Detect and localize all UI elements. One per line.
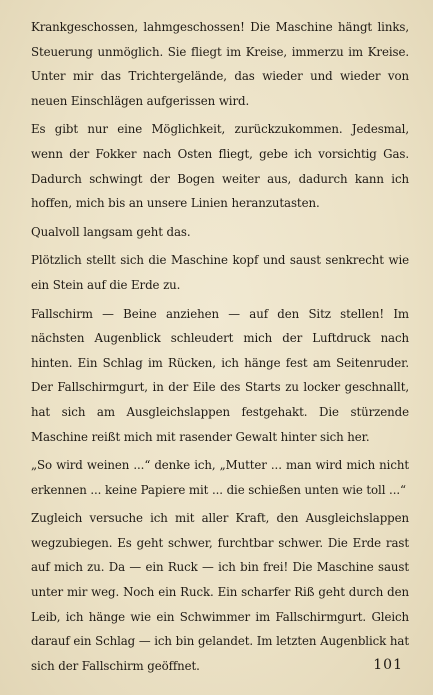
paragraph-5: Fallschirm — Beine anziehen — auf den Sitz stellen! Im nächsten Augenblick schleudert mich der Luftdruck nach hinten. Ein Schlag im Rücken, ich hänge fest am Seitenruder. Der Fallschirmgurt, in der Eile des Starts zu locker geschnallt, hat sich am Ausgleichslappen festgehakt. Die stürzende Maschine reißt mich mit rasender Gewalt hinter sich her. bbox=[31, 306, 409, 444]
paragraph-1: Krankgeschossen, lahmgeschossen! Die Maschine hängt links, Steuerung unmöglich. Sie fliegt im Kreise, immerzu im Kreise. Unter mir das Trichtergelände, das wieder und wieder von neuen Einschlägen aufgerissen wird. bbox=[31, 20, 409, 108]
paragraph-4: Plötzlich stellt sich die Maschine kopf und saust senkrecht wie ein Stein auf die Erde zu. bbox=[31, 253, 409, 292]
paragraph-6: „So wird weinen ...“ denke ich, „Mutter ... man wird mich nicht erkennen ... keine Papiere mit ... die schießen unten wie toll ...“ bbox=[31, 458, 409, 497]
body-text bbox=[31, 15, 409, 678]
paragraph-7: Zugleich versuche ich mit aller Kraft, den Ausgleichslappen wegzubiegen. Es geht schwer, furchtbar schwer. Die Erde rast auf mich zu. Da — ein Ruck — ich bin frei! Die Maschine saust unter mir weg. Noch ein Ruck. Ein scharfer Riß geht durch den Leib, ich hänge wie ein Schwimmer im Fallschirmgurt. Gleich darauf ein Schlag — ich bin gelandet. Im letzten Augenblick hat sich der Fallschirm geöffnet. bbox=[31, 511, 409, 673]
page-number: 101 bbox=[373, 657, 403, 673]
paragraph-3: Qualvoll langsam geht das. bbox=[31, 224, 191, 239]
paragraph-2: Es gibt nur eine Möglichkeit, zurückzukommen. Jedesmal, wenn der Fokker nach Osten fliegt, gebe ich vorsichtig Gas. Dadurch schwingt der Bogen weiter aus, dadurch kann ich hoffen, mich bis an unsere Linien heranzutasten. bbox=[31, 122, 409, 211]
